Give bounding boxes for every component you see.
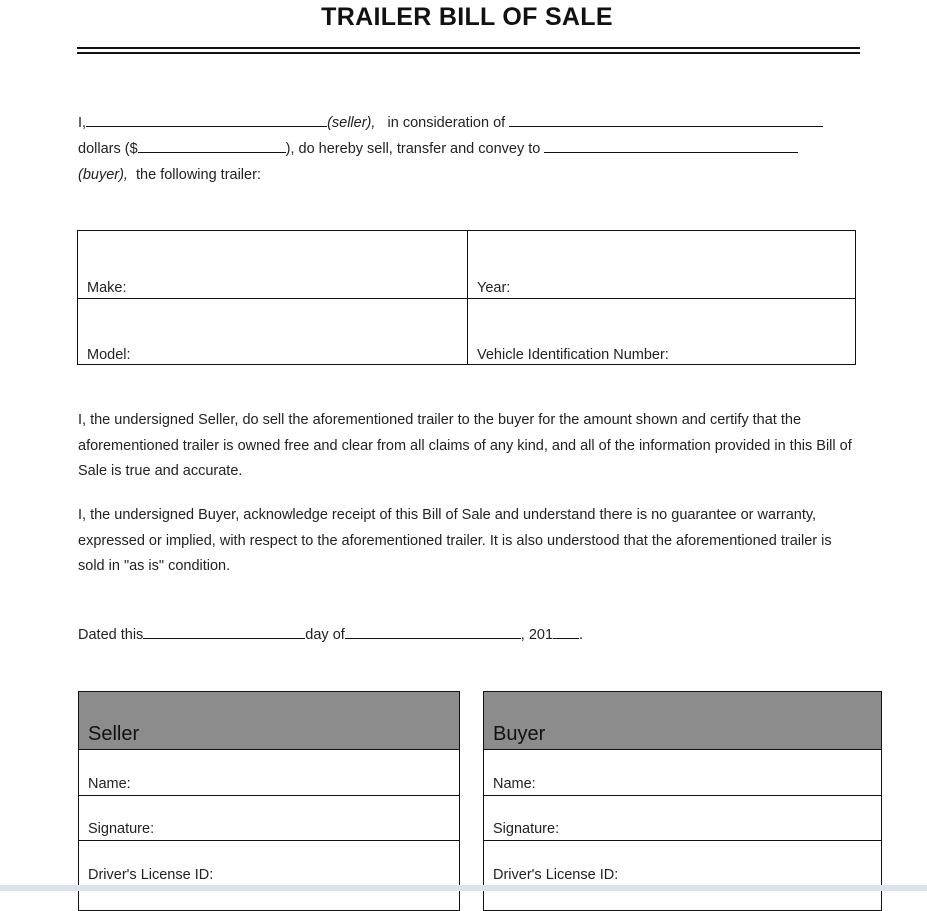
seller-tag: (seller),: [327, 115, 376, 131]
seller-box: [78, 691, 460, 911]
viewer-bottom-edge: [0, 885, 927, 891]
seller-name-row[interactable]: [79, 750, 459, 796]
following-text: the following trailer:: [136, 167, 261, 183]
intro-line-2: [78, 139, 798, 159]
month-blank[interactable]: [345, 625, 521, 639]
convey-text: ), do hereby sell, transfer and convey to: [285, 141, 541, 157]
day-blank[interactable]: [143, 625, 305, 639]
consideration-amount-blank[interactable]: [509, 113, 823, 127]
buyer-name-row[interactable]: [484, 750, 881, 796]
trailer-details-table: [77, 230, 856, 365]
dated-line: [78, 625, 583, 645]
dollars-text: dollars ($: [78, 141, 138, 157]
buyer-license-row[interactable]: [484, 841, 881, 887]
dated-period: .: [579, 627, 584, 643]
dollar-amount-blank[interactable]: [138, 139, 286, 153]
buyer-heading: Buyer: [484, 692, 881, 750]
model-label: Model:: [87, 347, 131, 363]
title-rule-bottom: [77, 52, 860, 54]
day-of-text: day of: [305, 627, 345, 643]
year-label: Year:: [477, 280, 511, 296]
seller-name-blank[interactable]: [86, 113, 327, 127]
year-cell[interactable]: [468, 231, 856, 299]
seller-signature-row[interactable]: [79, 796, 459, 842]
seller-license-label: Driver's License ID:: [88, 866, 214, 883]
model-cell[interactable]: [78, 299, 468, 365]
make-label: Make:: [87, 280, 127, 296]
dated-this-text: Dated this: [78, 627, 144, 643]
buyer-signature-row[interactable]: [484, 796, 881, 842]
intro-line-3: [78, 165, 261, 185]
seller-statement: I, the undersigned Seller, do sell the aforementioned trailer to the buyer for the amount shown and certify that the aforementioned trailer is owned free and clear from all claims of any kind, and all of the information provided in this Bill of Sale is true and accurate.: [78, 412, 852, 479]
year-prefix-text: , 201: [520, 627, 554, 643]
buyer-box: [483, 691, 882, 911]
intro-i: I,: [78, 115, 87, 131]
title-rule-top: [77, 47, 860, 49]
buyer-tag: (buyer),: [78, 167, 128, 183]
buyer-name-blank[interactable]: [544, 139, 798, 153]
document-title: TRAILER BILL OF SALE: [321, 3, 613, 31]
seller-license-row[interactable]: [79, 841, 459, 887]
buyer-signature-label: Signature:: [493, 821, 560, 837]
seller-signature-label: Signature:: [88, 821, 155, 837]
seller-name-label: Name:: [88, 775, 131, 792]
make-cell[interactable]: [78, 231, 468, 299]
intro-line-1: [78, 113, 823, 133]
vin-cell[interactable]: [468, 299, 856, 365]
buyer-license-label: Driver's License ID:: [493, 866, 619, 883]
consideration-text: in consideration of: [387, 115, 506, 131]
buyer-name-label: Name:: [493, 775, 536, 792]
year-suffix-blank[interactable]: [553, 625, 579, 639]
buyer-statement: I, the undersigned Buyer, acknowledge receipt of this Bill of Sale and understand there is no guarantee or warranty, expressed or implied, with respect to the aforementioned trailer. It is also understood that the aforementioned trailer is sold in "as is" condition.: [78, 507, 832, 574]
seller-heading: Seller: [79, 692, 459, 750]
vin-label: Vehicle Identification Number:: [477, 347, 669, 363]
